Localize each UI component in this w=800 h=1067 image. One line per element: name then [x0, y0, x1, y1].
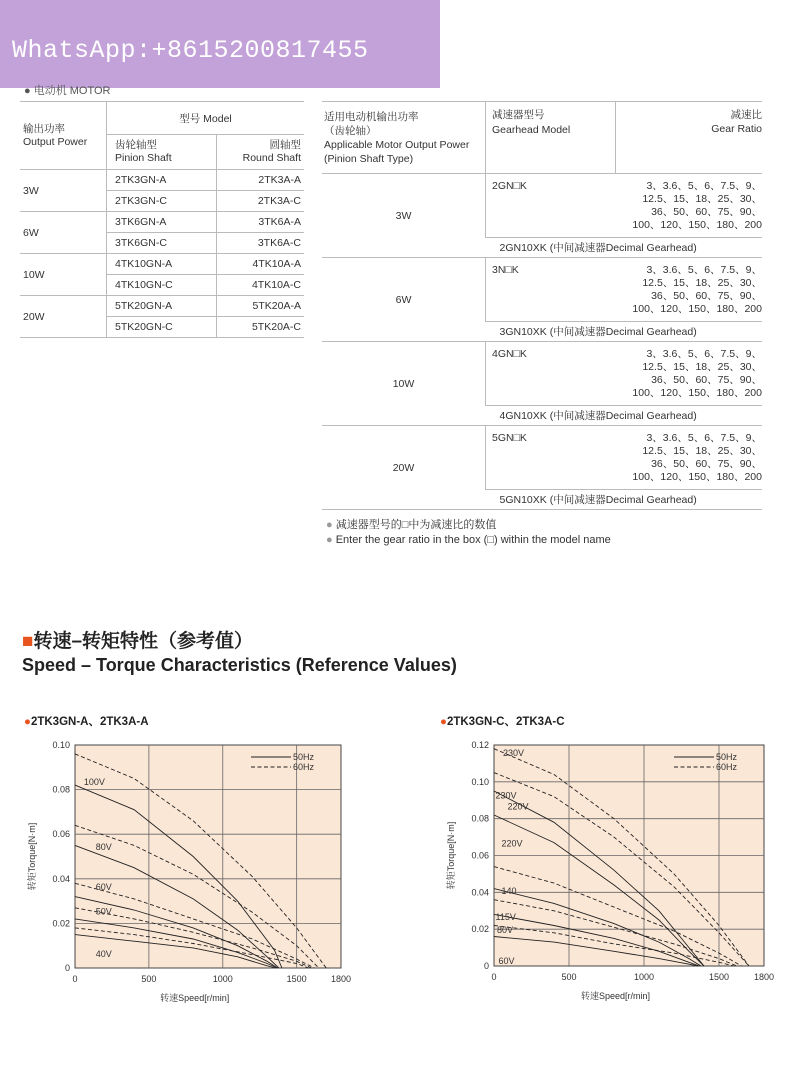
- x-tick-label: 1800: [330, 974, 352, 984]
- pinion-cell: 3TK6GN-C: [107, 233, 217, 254]
- col-power-header: [20, 102, 107, 170]
- y-axis-label: 转矩Torque[N·m]: [446, 821, 456, 890]
- round-cell: 2TK3A-A: [217, 170, 305, 191]
- col2-en: Gearhead Model: [492, 124, 571, 136]
- voltage-label: 220V: [507, 801, 529, 812]
- decimal-gearhead-cell: 3GN10XK (中间减速器Decimal Gearhead): [486, 322, 763, 342]
- ratio-line: 3、3.6、5、6、7.5、9、: [646, 431, 762, 444]
- pinion-cell: 2TK3GN-C: [107, 191, 217, 212]
- power-cell: 10W: [322, 342, 486, 426]
- x-axis-label: 转速Speed[r/min]: [160, 993, 230, 1003]
- voltage-label: 40V: [95, 948, 112, 959]
- voltage-label: 220V: [501, 838, 523, 849]
- x-tick-label: 0: [72, 974, 78, 984]
- decimal-gearhead-cell: 2GN10XK (中间减速器Decimal Gearhead): [486, 238, 763, 258]
- y-tick-label: 0.12: [471, 740, 489, 750]
- col1-cn2: （齿轮轴）: [324, 124, 377, 137]
- round-cell: 3TK6A-C: [217, 233, 305, 254]
- x-tick-label: 500: [141, 974, 157, 984]
- round-cell: 5TK20A-C: [217, 317, 305, 338]
- col-pinion-header: [107, 135, 217, 170]
- x-tick-label: 1800: [753, 972, 775, 982]
- power-cell: 20W: [20, 296, 107, 338]
- col3-en: Gear Ratio: [711, 123, 762, 135]
- note-en: [326, 534, 611, 546]
- table-row: [20, 254, 304, 275]
- table-row: [322, 342, 762, 406]
- pinion-cell: 3TK6GN-A: [107, 212, 217, 233]
- ratio-line: 12.5、15、18、25、30、: [642, 276, 762, 289]
- gearhead-model-cell: 3N□K: [486, 258, 616, 322]
- col-pinion-cn: 齿轮轴型: [115, 139, 157, 151]
- col-ratio-header: [616, 102, 763, 174]
- bullet-icon: ●: [440, 716, 447, 728]
- x-tick-label: 1000: [212, 974, 233, 984]
- voltage-label: 140: [501, 886, 517, 897]
- pinion-cell: 5TK20GN-A: [107, 296, 217, 317]
- gearhead-model-cell: 2GN□K: [486, 174, 616, 238]
- voltage-label: 60V: [95, 881, 112, 892]
- ratio-line: 36、50、60、75、90、: [651, 289, 762, 302]
- y-tick-label: 0.10: [471, 776, 489, 787]
- col-model-header: 型号 Model: [107, 102, 305, 135]
- col2-cn: 减速器型号: [492, 109, 545, 121]
- gearhead-model-cell: 5GN□K: [486, 426, 616, 490]
- square-bullet-icon: ■: [22, 631, 34, 652]
- col1-en1: Applicable Motor Output Power: [324, 138, 470, 151]
- col-round-header: [217, 135, 305, 170]
- y-tick-label: 0.06: [52, 829, 70, 840]
- bullet-icon: ●: [326, 519, 336, 531]
- col3-cn: 减速比: [730, 109, 762, 121]
- ratio-line: 100、120、150、180、200: [632, 470, 762, 483]
- pinion-cell: 5TK20GN-C: [107, 317, 217, 338]
- chart-title-c: [440, 713, 565, 729]
- ratio-line: 100、120、150、180、200: [632, 386, 762, 399]
- voltage-label: 50V: [95, 906, 112, 917]
- bullet-icon: ●: [326, 534, 336, 546]
- decimal-gearhead-cell: 4GN10XK (中间减速器Decimal Gearhead): [486, 406, 763, 426]
- ratio-cell: [616, 174, 763, 238]
- ratio-line: 3、3.6、5、6、7.5、9、: [646, 263, 762, 276]
- ratio-line: 3、3.6、5、6、7.5、9、: [646, 347, 762, 360]
- chart-title-a: [24, 713, 149, 729]
- note-en-text: Enter the gear ratio in the box (□) within the model name: [335, 534, 611, 546]
- voltage-label: 60V: [498, 956, 515, 967]
- voltage-label: 80V: [497, 924, 514, 935]
- power-cell: 20W: [322, 426, 486, 510]
- round-cell: 5TK20A-A: [217, 296, 305, 317]
- voltage-label: 230V: [503, 748, 525, 759]
- y-tick-label: 0.08: [471, 813, 489, 824]
- section-title-cn-text: 转速–转矩特性（参考值）: [33, 631, 254, 652]
- ratio-line: 36、50、60、75、90、: [651, 457, 762, 470]
- col-power-en: Output Power: [23, 135, 88, 148]
- col-applicable-power-header: [322, 102, 486, 174]
- table-row: [322, 426, 762, 490]
- ratio-line: 100、120、150、180、200: [632, 302, 762, 315]
- x-tick-label: 1500: [286, 974, 307, 984]
- y-tick-label: 0: [483, 961, 489, 971]
- x-tick-label: 1500: [708, 972, 730, 982]
- y-tick-label: 0.06: [471, 850, 489, 861]
- note-cn: [326, 516, 496, 532]
- pinion-cell: 4TK10GN-A: [107, 254, 217, 275]
- legend-label-50hz: 50Hz: [293, 752, 315, 762]
- power-cell: 6W: [322, 258, 486, 342]
- round-cell: 4TK10A-C: [217, 275, 305, 296]
- legend-label-50hz: 50Hz: [716, 752, 738, 762]
- ratio-line: 100、120、150、180、200: [632, 218, 762, 231]
- power-cell: 3W: [20, 170, 107, 212]
- voltage-label: 100V: [83, 777, 105, 788]
- ratio-line: 12.5、15、18、25、30、: [642, 360, 762, 373]
- col-pinion-en: Pinion Shaft: [115, 152, 172, 164]
- col-power-cn: 输出功率: [23, 122, 65, 135]
- y-tick-label: 0.02: [471, 924, 489, 935]
- ratio-cell: [616, 426, 763, 490]
- ratio-cell: [616, 258, 763, 322]
- x-tick-label: 500: [561, 972, 577, 982]
- power-cell: 3W: [322, 174, 486, 258]
- ratio-line: 36、50、60、75、90、: [651, 205, 762, 218]
- y-tick-label: 0.02: [52, 918, 70, 929]
- ratio-line: 36、50、60、75、90、: [651, 373, 762, 386]
- x-tick-label: 1000: [633, 972, 655, 982]
- watermark-banner: [0, 0, 440, 88]
- gearhead-table: [322, 101, 762, 510]
- y-tick-label: 0.08: [52, 784, 70, 795]
- col1-cn1: 适用电动机输出功率: [324, 110, 419, 123]
- y-tick-label: 0.04: [52, 873, 70, 884]
- motor-table: [20, 101, 304, 338]
- speed-torque-chart-c: [438, 735, 775, 1015]
- gearhead-model-cell: 4GN□K: [486, 342, 616, 406]
- y-tick-label: 0.04: [471, 887, 489, 898]
- table-row: [20, 296, 304, 317]
- power-cell: 10W: [20, 254, 107, 296]
- chart-title-a-text: 2TK3GN-A、2TK3A-A: [30, 716, 149, 728]
- pinion-cell: 2TK3GN-A: [107, 170, 217, 191]
- watermark-text: WhatsApp:+8615200817455: [12, 36, 369, 65]
- bullet-icon: ●: [24, 716, 31, 728]
- x-axis-label: 转速Speed[r/min]: [580, 991, 651, 1001]
- chart-title-c-text: 2TK3GN-C、2TK3A-C: [446, 716, 565, 728]
- table-row: [20, 170, 304, 191]
- note-cn-text: 减速器型号的□中为减速比的数值: [335, 519, 497, 531]
- table-row: [322, 258, 762, 322]
- y-axis-label: 转矩Torque[N·m]: [27, 822, 37, 891]
- col-gearhead-header: [486, 102, 616, 174]
- table-row: [322, 174, 762, 238]
- section-title-cn: [22, 626, 253, 653]
- y-tick-label: 0: [64, 963, 70, 973]
- col-round-en: Round Shaft: [242, 152, 301, 164]
- table-row: [20, 212, 304, 233]
- power-cell: 6W: [20, 212, 107, 254]
- round-cell: 3TK6A-A: [217, 212, 305, 233]
- motor-section-label: ● 电动机 MOTOR: [24, 85, 111, 97]
- col-round-cn: 圆轴型: [269, 139, 301, 151]
- pinion-cell: 4TK10GN-C: [107, 275, 217, 296]
- voltage-label: 230V: [495, 790, 517, 801]
- legend-label-60hz: 60Hz: [716, 762, 738, 772]
- speed-torque-chart-a: [20, 735, 350, 1015]
- decimal-gearhead-cell: 5GN10XK (中间减速器Decimal Gearhead): [486, 490, 763, 510]
- ratio-line: 12.5、15、18、25、30、: [642, 444, 762, 457]
- round-cell: 4TK10A-A: [217, 254, 305, 275]
- y-tick-label: 0.10: [52, 740, 70, 750]
- section-title-en: Speed – Torque Characteristics (Reference Values): [22, 655, 457, 675]
- ratio-cell: [616, 342, 763, 406]
- round-cell: 2TK3A-C: [217, 191, 305, 212]
- x-tick-label: 0: [491, 972, 497, 982]
- ratio-line: 3、3.6、5、6、7.5、9、: [646, 179, 762, 192]
- ratio-line: 12.5、15、18、25、30、: [642, 192, 762, 205]
- col1-en2: (Pinion Shaft Type): [324, 152, 414, 165]
- legend-label-60hz: 60Hz: [293, 762, 315, 772]
- voltage-label: 80V: [95, 841, 112, 852]
- voltage-label: 115V: [495, 911, 516, 922]
